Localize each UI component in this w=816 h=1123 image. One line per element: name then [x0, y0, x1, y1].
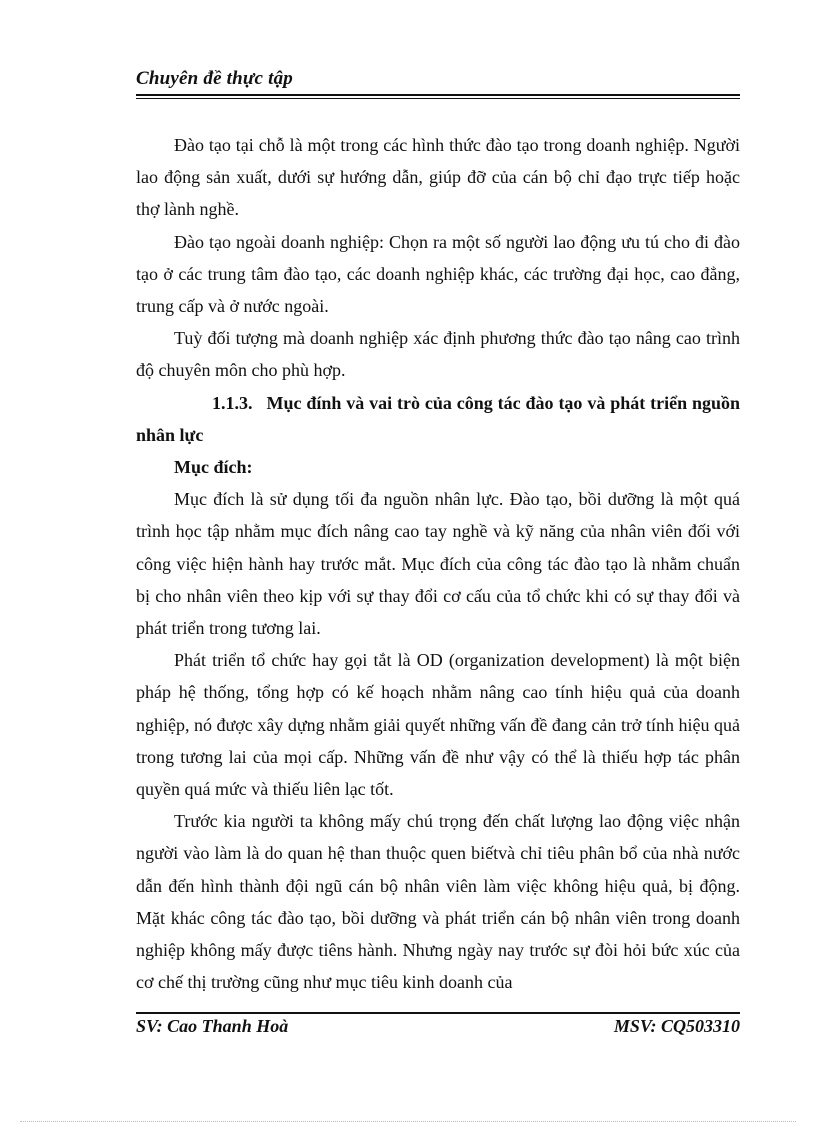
paragraph-organization-development: Phát triển tổ chức hay gọi tắt là OD (organization development) là một biện pháp hệ thống, tổng hợp có kế hoạch nhằm nâng cao tính hiệu quả của doanh nghiệp, nó được xây dựng nhằm giải quyết những vấn đề đang cản trở tính hiệu quả trong tương lai của mọi cấp. Những vấn đề như vậy có thể là thiếu hợp tác phân quyền quá mức và thiếu liên lạc tốt. — [136, 650, 740, 800]
document-body — [136, 129, 740, 998]
header-rule-thin — [136, 98, 740, 99]
paragraph-purpose: Mục đích là sử dụng tối đa nguồn nhân lực. Đào tạo, bồi dưỡng là một quá trình học tập nhằm mục đích nâng cao tay nghề và kỹ năng của nhân viên đối với công việc hiện hành hay trước mắt. Mục đích của công tác đào tạo là nhằm chuẩn bị cho nhân viên theo kịp với sự thay đổi cơ cấu của tổ chức khi có sự thay đổi và phát triển trong tương lai. — [136, 489, 740, 639]
page-footer — [136, 1016, 740, 1037]
section-number: 1.1.3. — [212, 392, 253, 413]
footer-student-id: MSV: CQ503310 — [613, 1016, 740, 1036]
page-bottom-border — [20, 1121, 796, 1122]
section-heading — [136, 387, 740, 451]
footer-rule — [136, 1012, 740, 1014]
paragraph-offsite-training: Đào tạo ngoài doanh nghiệp: Chọn ra một số người lao động ưu tú cho đi đào tạo ở các trung tâm đào tạo, các doanh nghiệp khác, các trường đại học, cao đẳng, trung cấp và ở nước ngoài. — [136, 231, 740, 317]
page-header-title: Chuyên đề thực tập — [136, 68, 293, 89]
section-heading-text: Mục đính và vai trò của công tác đào tạo và phát triển nguồn nhân lực — [136, 392, 740, 445]
footer-student-name: SV: Cao Thanh Hoà — [136, 1016, 289, 1036]
paragraph-history: Trước kia người ta không mấy chú trọng đến chất lượng lao động việc nhận người vào làm là do quan hệ than thuộc quen biếtvà chỉ tiêu phân bổ của nhà nước dẫn đến hình thành đội ngũ cán bộ nhân viên làm việc không hiệu quả, bị động. Mặt khác công tác đào tạo, bồi dưỡng và phát triển cán bộ nhân viên trong doanh nghiệp không mấy được tiêns hành. Nhưng ngày nay trước sự đòi hỏi bức xúc của cơ chế thị trường cũng như mục tiêu kinh doanh của — [136, 811, 740, 993]
header-rule-thick — [136, 94, 740, 96]
paragraph-method-selection: Tuỳ đối tượng mà doanh nghiệp xác định phương thức đào tạo nâng cao trình độ chuyên môn cho phù hợp. — [136, 328, 740, 381]
subheading-purpose: Mục đích: — [174, 457, 253, 478]
paragraph-onsite-training: Đào tạo tại chỗ là một trong các hình thức đào tạo trong doanh nghiệp. Người lao động sản xuất, dưới sự hướng dẫn, giúp đỡ của cán bộ chỉ đạo trực tiếp hoặc thợ lành nghề. — [136, 135, 740, 220]
